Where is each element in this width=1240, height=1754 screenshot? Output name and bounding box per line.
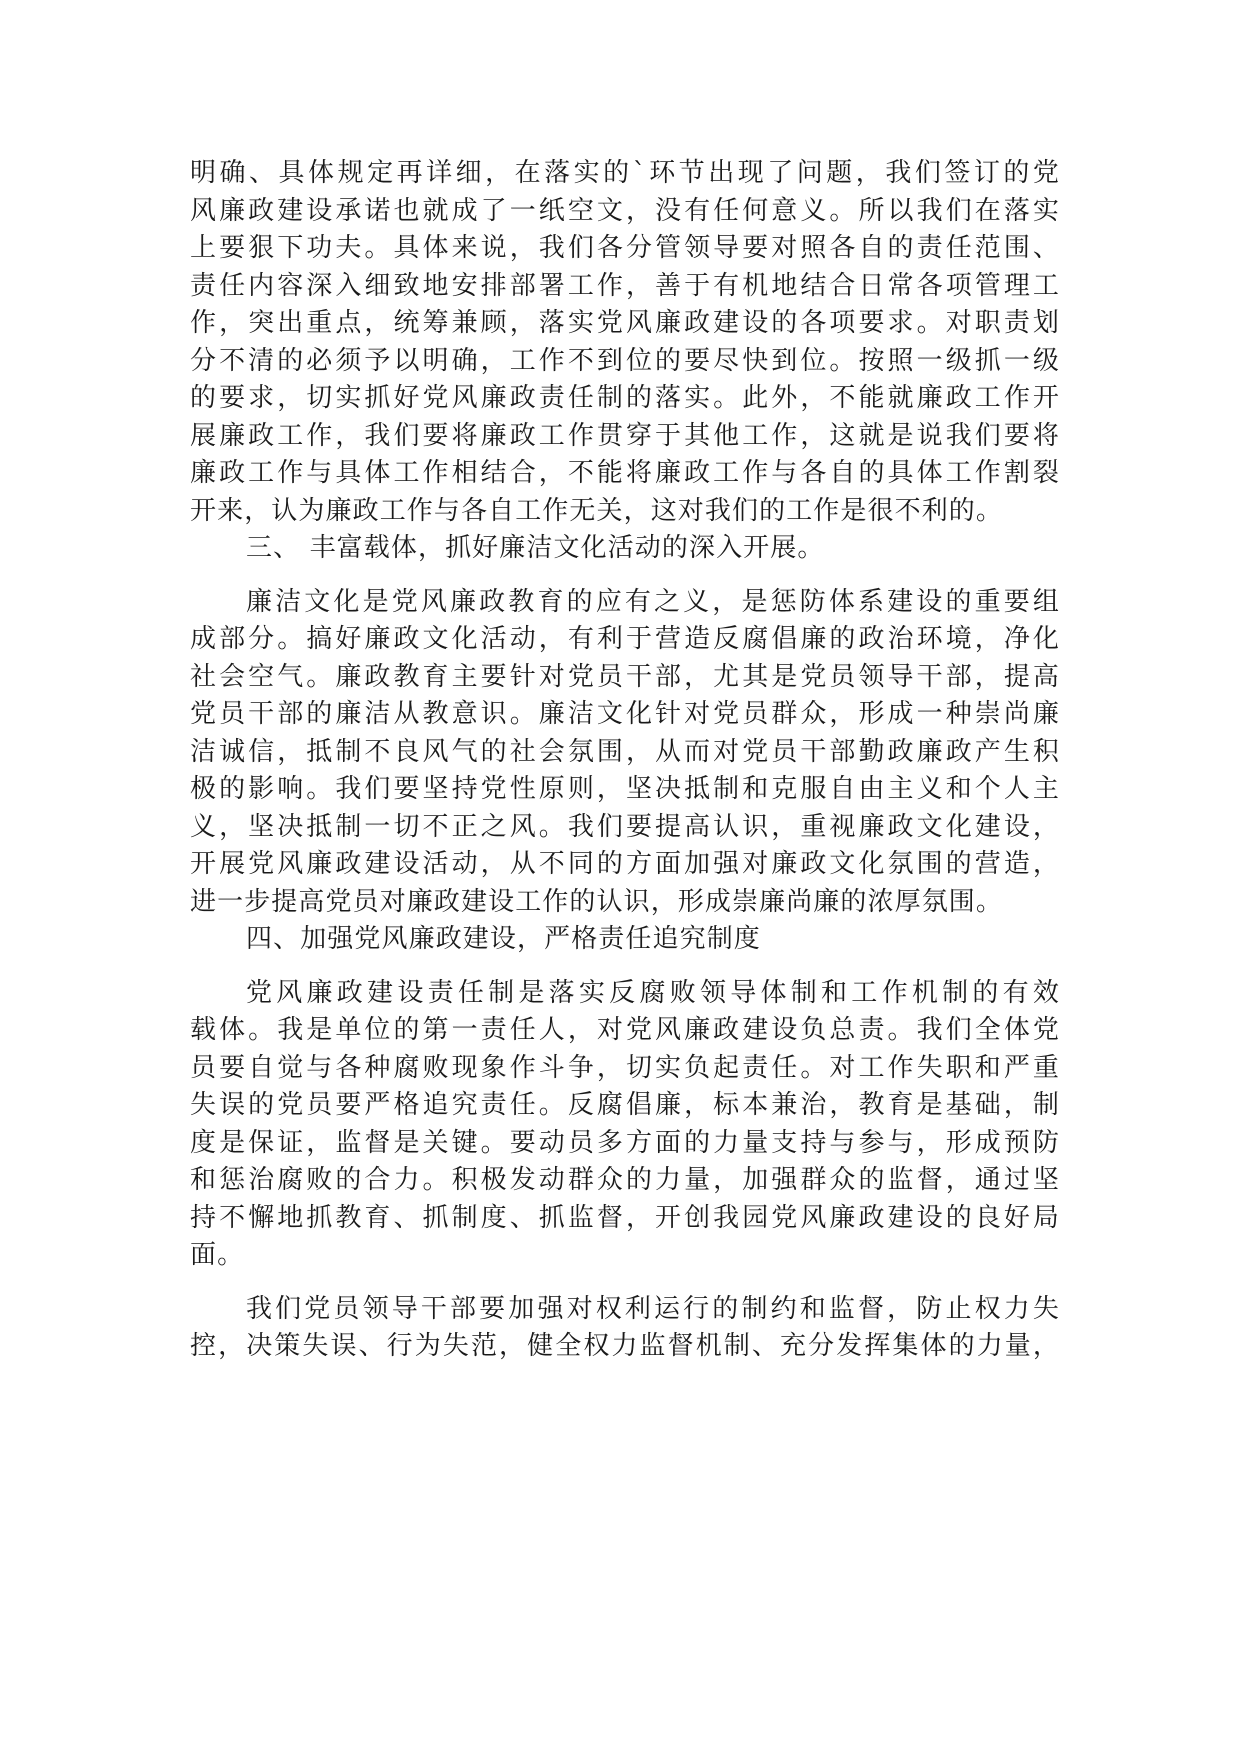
text-line: 进一步提高党员对廉政建设工作的认识，形成崇廉尚廉的浓厚氛围。	[190, 886, 1004, 917]
text-line: 极的影响。我们要坚持党性原则，坚决抵制和克服自由主义和个人主	[190, 774, 1060, 804]
text-line: 责任内容深入细致地安排部署工作，善于有机地结合日常各项管理工	[190, 270, 1060, 301]
text-line: 载体。我是单位的第一责任人，对党风廉政建设负总责。我们全体党	[190, 1015, 1060, 1045]
text-line: 作，突出重点，统筹兼顾，落实党风廉政建设的各项要求。对职责划	[190, 308, 1060, 338]
text-line: 员要自觉与各种腐败现象作斗争，切实负起责任。对工作失职和严重	[190, 1052, 1060, 1083]
paragraph-section-3	[190, 584, 1060, 922]
text-line: 洁诚信，抵制不良风气的社会氛围，从而对党员干部勤政廉政产生积	[190, 736, 1060, 767]
text-line: 的要求，切实抓好党风廉政责任制的落实。此外，不能就廉政工作开	[190, 383, 1060, 413]
text-line: 持不懈地抓教育、抓制度、抓监督，开创我园党风廉政建设的良好局	[190, 1202, 1060, 1233]
paragraph-section-4	[190, 975, 1060, 1275]
text-line: 和惩治腐败的合力。积极发动群众的力量，加强群众的监督，通过坚	[190, 1165, 1060, 1195]
text-line: 面。	[190, 1240, 245, 1270]
text-line: 展廉政工作，我们要将廉政工作贯穿于其他工作，这就是说我们要将	[190, 420, 1060, 451]
text-line: 控，决策失误、行为失范，健全权力监督机制、充分发挥集体的力量，	[190, 1331, 1060, 1361]
text-line: 分不清的必须予以明确，工作不到位的要尽快到位。按照一级抓一级	[190, 345, 1060, 376]
text-line: 廉洁文化是党风廉政教育的应有之义，是惩防体系建设的重要组	[246, 586, 1060, 617]
paragraph-final	[190, 1291, 1060, 1366]
text-line: 开展党风廉政建设活动，从不同的方面加强对廉政文化氛围的营造，	[190, 849, 1060, 879]
text-line: 明确、具体规定再详细，在落实的`环节出现了问题，我们签订的党	[190, 158, 1060, 188]
paragraph-gap	[190, 1275, 1060, 1291]
document-body	[190, 155, 1060, 1366]
section-heading-3: 三、 丰富载体，抓好廉洁文化活动的深入开展。	[246, 533, 825, 563]
paragraph-continuation	[190, 155, 1060, 530]
text-line: 开来，认为廉政工作与各自工作无关，这对我们的工作是很不利的。	[190, 495, 1004, 526]
text-line: 党员干部的廉洁从教意识。廉洁文化针对党员群众，形成一种崇尚廉	[190, 699, 1060, 729]
text-line: 义，坚决抵制一切不正之风。我们要提高认识，重视廉政文化建设，	[190, 811, 1060, 842]
section-heading-4: 四、加强党风廉政建设，严格责任追究制度	[246, 924, 761, 954]
text-line: 失误的党员要严格追究责任。反腐倡廉，标本兼治，教育是基础，制	[190, 1090, 1060, 1120]
text-line: 党风廉政建设责任制是落实反腐败领导体制和工作机制的有效	[246, 977, 1060, 1008]
text-line: 社会空气。廉政教育主要针对党员干部，尤其是党员领导干部，提高	[190, 661, 1060, 692]
text-line: 廉政工作与具体工作相结合，不能将廉政工作与各自的具体工作割裂	[190, 458, 1060, 488]
text-line: 成部分。搞好廉政文化活动，有利于营造反腐倡廉的政治环境，净化	[190, 624, 1060, 654]
text-line: 度是保证，监督是关键。要动员多方面的力量支持与参与，形成预防	[190, 1127, 1060, 1158]
text-line: 上要狠下功夫。具体来说，我们各分管领导要对照各自的责任范围、	[190, 233, 1060, 263]
text-line: 我们党员领导干部要加强对权利运行的制约和监督，防止权力失	[246, 1293, 1060, 1324]
text-line: 风廉政建设承诺也就成了一纸空文，没有任何意义。所以我们在落实	[190, 195, 1060, 226]
